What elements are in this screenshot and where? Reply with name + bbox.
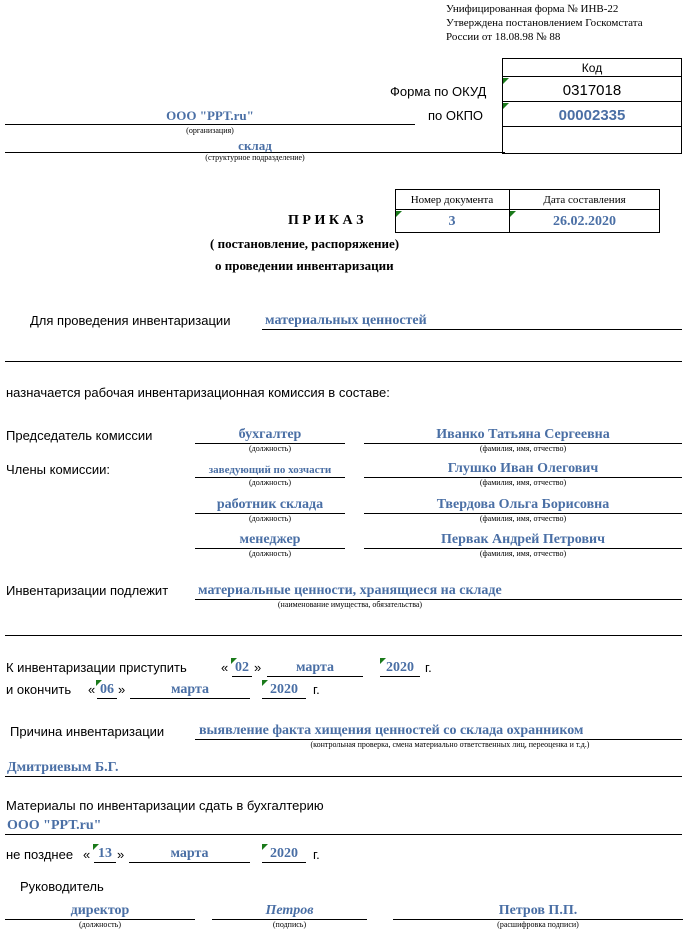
form-header-line1: Унифицированная форма № ИНВ-22: [446, 3, 619, 15]
purpose-field[interactable]: материальных ценностей: [265, 313, 427, 328]
end-close-quote: »: [118, 682, 126, 697]
okud-value: 0317018: [562, 81, 622, 99]
chairman-label: Председатель комиссии: [6, 428, 153, 443]
member-2-position-caption: (должность): [249, 514, 291, 523]
doc-date-header: Дата составления: [543, 193, 626, 206]
head-label: Руководитель: [20, 879, 104, 894]
organization-caption: (организация): [186, 126, 234, 135]
head-signature[interactable]: Петров: [265, 903, 314, 918]
start-year-suffix: г.: [425, 660, 432, 675]
subject-label: Инвентаризации подлежит: [6, 583, 169, 598]
member-3-position[interactable]: менеджер: [239, 532, 301, 547]
deadline-open-quote: «: [83, 847, 91, 862]
deadline-year[interactable]: 2020: [270, 846, 298, 861]
member-1-name-caption: (фамилия, имя, отчество): [479, 478, 567, 487]
member-3-name[interactable]: Первак Андрей Петрович: [441, 532, 605, 547]
end-year-suffix: г.: [313, 682, 320, 697]
okpo-value[interactable]: 00002335: [558, 106, 626, 124]
chairman-position[interactable]: бухгалтер: [238, 427, 302, 442]
subject-field[interactable]: материальные ценности, хранящиеся на складе: [198, 583, 502, 598]
start-month[interactable]: марта: [295, 660, 335, 675]
member-1-name[interactable]: Глушко Иван Олегович: [447, 461, 599, 476]
member-1-position-caption: (должность): [249, 478, 291, 487]
end-month[interactable]: марта: [170, 682, 210, 697]
member-2-name-caption: (фамилия, имя, отчество): [479, 514, 567, 523]
deadline-year-suffix: г.: [313, 847, 320, 862]
chairman-name[interactable]: Иванко Татьяна Сергеевна: [436, 427, 610, 442]
subject-caption: (наименование имущества, обязательства): [277, 600, 423, 609]
doc-date-value[interactable]: 26.02.2020: [553, 213, 616, 229]
reason-label: Причина инвентаризации: [10, 724, 165, 739]
organization-field[interactable]: ООО "РРТ.ru": [166, 108, 254, 123]
head-signature-caption: (подпись): [272, 920, 307, 929]
deadline-close-quote: »: [117, 847, 125, 862]
deadline-month[interactable]: марта: [170, 846, 209, 861]
end-year[interactable]: 2020: [270, 682, 298, 697]
deadline-label: не позднее: [6, 847, 74, 862]
start-open-quote: «: [221, 660, 229, 675]
form-header-line2: Утверждена постановлением Госкомстата: [446, 17, 643, 29]
order-subtitle-1: ( постановление, распоряжение): [210, 236, 400, 251]
reason-field-continued[interactable]: Дмитриевым Б.Г.: [7, 760, 119, 775]
head-position[interactable]: директор: [70, 903, 130, 918]
start-year[interactable]: 2020: [386, 660, 414, 675]
head-decoding[interactable]: Петров П.П.: [498, 903, 578, 918]
start-label: К инвентаризации приступить: [6, 660, 187, 675]
end-label: и окончить: [6, 682, 72, 697]
code-header: Код: [581, 61, 603, 75]
head-position-caption: (должность): [79, 920, 121, 929]
head-decoding-caption: (расшифровка подписи): [497, 920, 579, 929]
order-title: П Р И К А З: [288, 213, 364, 228]
reason-caption: (контрольная проверка, смена материально ответственных лиц, переоценка и т.д.): [310, 740, 590, 749]
member-1-position[interactable]: заведующий по хозчасти: [208, 464, 332, 476]
member-3-position-caption: (должность): [249, 549, 291, 558]
materials-label: Материалы по инвентаризации сдать в бухгалтерию: [6, 798, 324, 813]
end-day[interactable]: 06: [100, 682, 114, 697]
member-3-name-caption: (фамилия, имя, отчество): [479, 549, 567, 558]
members-label: Члены комиссии:: [6, 462, 111, 477]
doc-number-header: Номер документа: [410, 193, 494, 206]
commission-intro: назначается рабочая инвентаризационная комиссия в составе:: [6, 385, 390, 400]
start-close-quote: »: [254, 660, 262, 675]
deadline-day[interactable]: 13: [98, 846, 112, 861]
subdivision-caption: (структурное подразделение): [205, 153, 305, 162]
form-header-line3: России от 18.08.98 № 88: [446, 31, 561, 43]
purpose-label: Для проведения инвентаризации: [30, 313, 231, 328]
subdivision-field[interactable]: склад: [238, 138, 272, 153]
materials-org[interactable]: ООО "РРТ.ru": [7, 818, 102, 833]
reason-field[interactable]: выявление факта хищения ценностей со склада охранником: [199, 723, 584, 738]
chairman-position-caption: (должность): [249, 444, 291, 453]
doc-number-value[interactable]: 3: [448, 213, 456, 229]
order-subtitle-2: о проведении инвентаризации: [215, 258, 394, 273]
member-2-position[interactable]: работник склада: [216, 497, 324, 512]
member-2-name[interactable]: Твердова Ольга Борисовна: [436, 497, 610, 512]
okud-label: Форма по ОКУД: [390, 84, 487, 99]
okpo-label: по ОКПО: [428, 108, 484, 123]
chairman-name-caption: (фамилия, имя, отчество): [479, 444, 567, 453]
start-day[interactable]: 02: [235, 660, 249, 675]
end-open-quote: «: [88, 682, 96, 697]
